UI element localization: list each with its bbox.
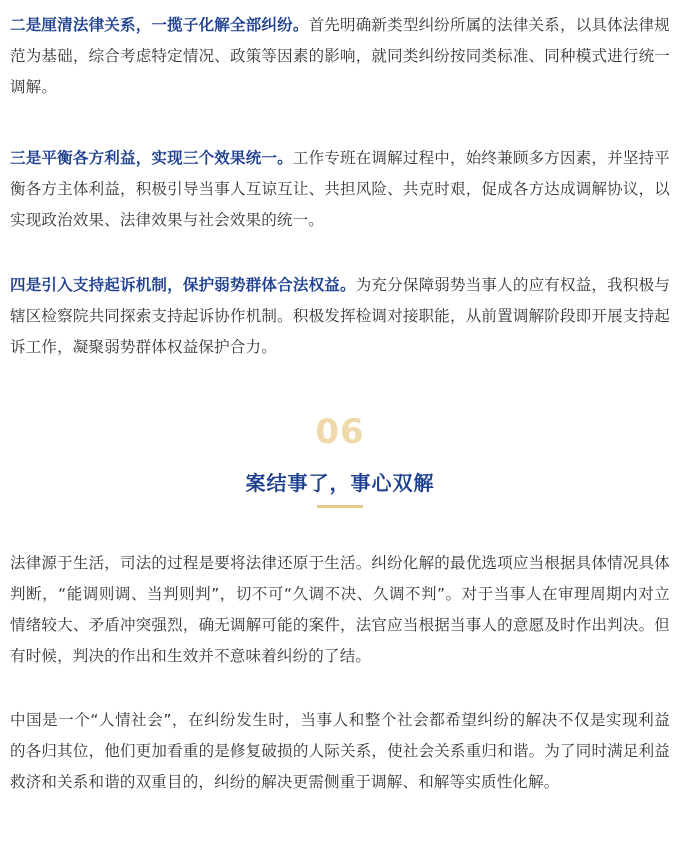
section-number: 06 (315, 412, 365, 452)
paragraph-lead: 二是厘清法律关系，一揽子化解全部纠纷。 (10, 16, 309, 34)
paragraph-human-society: 中国是一个“人情社会”，在纠纷发生时，当事人和整个社会都希望纠纷的解决不仅是实现利益的各归其位，他们更加看重的是修复破损的人际关系，使社会关系重归和谐。为了同时满足利益救济和关系和谐的双重目的，纠纷的解决更需侧重于调解、和解等实质性化解。 (10, 711, 670, 791)
paragraph-body: 为充分保障弱势当事人的应有权益，我积极与辖区检察院共同探索支持起诉协作机制。积极发挥检调对接职能，从前置调解阶段即开展支持起诉工作，凝聚弱势群体权益保护合力。 (10, 276, 670, 356)
paragraph-body: 工作专班在调解过程中，始终兼顾多方因素，并坚持平衡各方主体利益，积极引导当事人互谅互让、共担风险、共克时艰，促成各方达成调解协议，以实现政治效果、法律效果与社会效果的统一。 (10, 149, 670, 229)
section-divider (317, 505, 363, 508)
paragraph-lead: 四是引入支持起诉机制，保护弱势群体合法权益。 (10, 276, 356, 294)
paragraph-lead: 三是平衡各方利益，实现三个效果统一。 (10, 149, 293, 167)
paragraph-clarify-legal-relations (10, 10, 670, 103)
section-title: 案结事了，事心双解 (245, 471, 435, 495)
paragraph-support-prosecution (10, 270, 670, 363)
paragraph-body: 首先明确新类型纠纷所属的法律关系，以具体法律规范为基础，综合考虑特定情况、政策等因素的影响，就同类纠纷按同类标准、同种模式进行统一调解。 (10, 16, 670, 96)
paragraph-law-from-life: 法律源于生活，司法的过程是要将法律还原于生活。纠纷化解的最优选项应当根据具体情况具体判断，“能调则调、当判则判”，切不可“久调不决、久调不判”。对于当事人在审理周期内对立情绪较大、矛盾冲突强烈，确无调解可能的案件，法官应当根据当事人的意愿及时作出判决。但有时候，判决的作出和生效并不意味着纠纷的了结。 (10, 554, 670, 665)
paragraph-balance-interests (10, 143, 670, 236)
